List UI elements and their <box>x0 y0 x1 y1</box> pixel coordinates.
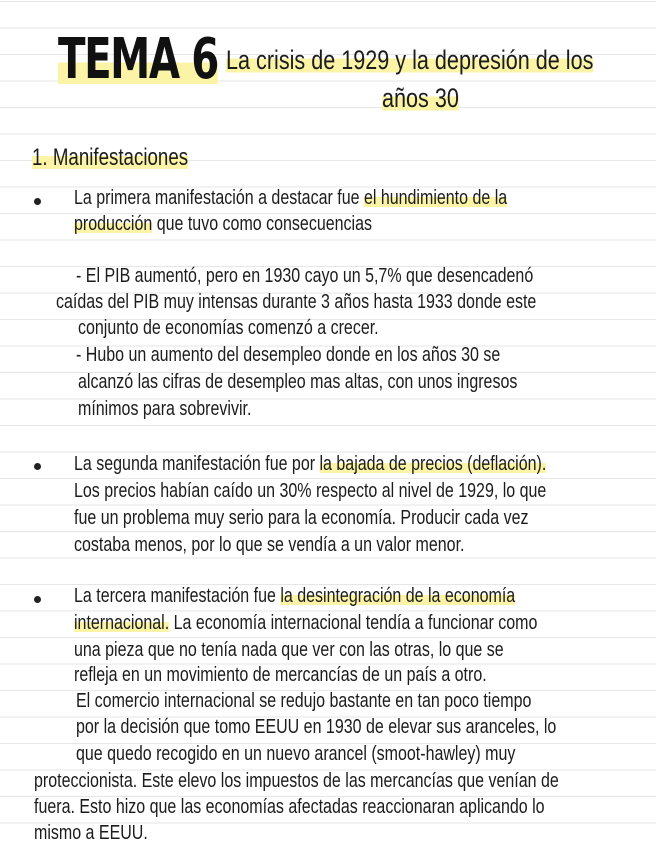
bullet2-line4: costaba menos, por lo que se vendía a un valor menor. <box>74 534 465 556</box>
bullet3-line1-highlight: la desintegración de la economía <box>280 585 516 607</box>
bullet3-line1-text: La tercera manifestación fue <box>74 585 281 607</box>
bullet3-line10: mismo a EEUU. <box>34 822 148 844</box>
bullet-dot-1 <box>34 198 41 205</box>
bullet1-line1-text: La primera manifestación a destacar fue <box>74 187 364 209</box>
section-heading <box>32 143 188 173</box>
bullet1-line1-highlight: el hundimiento de la <box>363 187 508 209</box>
bullet2-line3: fue un problema muy serio para la economía. Producir cada vez <box>74 507 529 529</box>
bullet1-sub2-line3: mínimos para sobrevivir. <box>78 398 252 420</box>
bullet3-line3: una pieza que no tenía nada que ver con las otras, lo que se <box>74 639 504 661</box>
bullet3-line9: fuera. Esto hizo que las economías afectadas reaccionaran aplicando lo <box>34 796 545 818</box>
bullet1-sub1-line1: - El PIB aumentó, pero en 1930 cayo un 5,7% que desencadenó <box>76 265 534 287</box>
bullet3-line4: refleja en un movimiento de mercancías de un país a otro. <box>74 664 487 686</box>
bullet1-line2-highlight: producción <box>74 213 153 235</box>
bullet3-line7: que quedo recogido en un nuevo arancel (smoot-hawley) muy <box>76 743 516 765</box>
bullet1-line1 <box>74 186 507 210</box>
title-line-2-text: años 30 <box>382 83 459 113</box>
bullet3-line1 <box>74 584 515 608</box>
bullet1-line2 <box>74 212 372 236</box>
bullet3-line2 <box>74 611 537 635</box>
section-heading-text: 1. Manifestaciones <box>32 144 189 171</box>
bullet2-line1 <box>74 452 546 476</box>
tema-heading <box>58 28 218 92</box>
bullet1-sub1-line2: caídas del PIB muy intensas durante 3 años hasta 1933 donde este <box>56 291 537 313</box>
title-line-1 <box>226 44 593 76</box>
bullet1-sub1-line3: conjunto de economías comenzó a crecer. <box>78 317 379 339</box>
bullet3-line2-text: La economía internacional tendía a funcionar como <box>169 612 538 634</box>
bullet1-sub2-line1: - Hubo un aumento del desempleo donde en los años 30 se <box>76 344 501 366</box>
bullet3-line8: proteccionista. Este elevo los impuestos de las mercancías que venían de <box>34 770 559 792</box>
title-line-2 <box>382 82 459 114</box>
bullet3-line6: por la decisión que tomo EEUU en 1930 de elevar sus aranceles, lo <box>76 716 557 738</box>
tema-heading-text: TEMA 6 <box>58 27 218 92</box>
bullet-dot-3 <box>34 596 41 603</box>
bullet3-line2-highlight: internacional. <box>74 612 170 634</box>
bullet-dot-2 <box>34 463 41 470</box>
title-line-1-text: La crisis de 1929 y la depresión de los <box>226 45 594 75</box>
bullet2-line1-highlight: la bajada de precios (deflación). <box>319 453 547 475</box>
bullet2-line1-text: La segunda manifestación fue por <box>74 453 320 475</box>
bullet2-line2: Los precios habían caído un 30% respecto al nivel de 1929, lo que <box>74 480 547 502</box>
bullet1-line2-text: que tuvo como consecuencias <box>152 213 372 235</box>
bullet3-line5: El comercio internacional se redujo bastante en tan poco tiempo <box>76 690 532 712</box>
bullet1-sub2-line2: alcanzó las cifras de desempleo mas altas, con unos ingresos <box>78 371 518 393</box>
